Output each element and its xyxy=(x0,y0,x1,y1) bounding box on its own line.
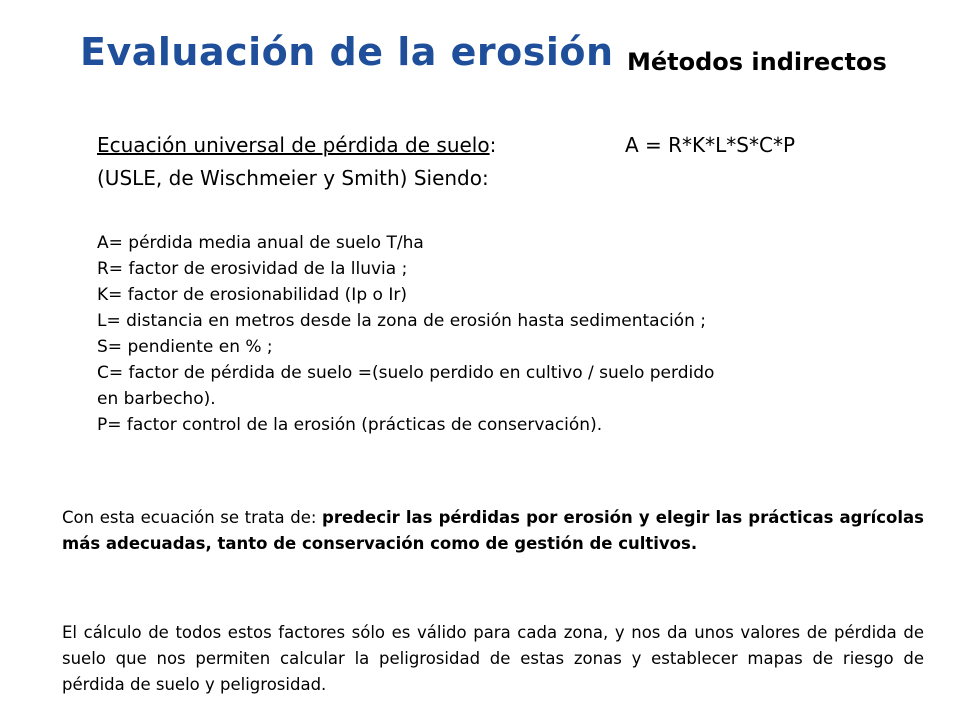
definition-s: S= pendiente en % ; xyxy=(97,337,273,357)
equation-label-line xyxy=(97,133,496,157)
definition-c: C= factor de pérdida de suelo =(suelo perdido en cultivo / suelo perdido xyxy=(97,363,715,383)
slide-subtitle: Métodos indirectos xyxy=(627,48,887,76)
equation-siendo: Siendo: xyxy=(413,166,489,190)
equation-source: (USLE, de Wischmeier y Smith) xyxy=(97,166,408,190)
definition-c-cont: en barbecho). xyxy=(97,389,216,409)
equation-formula: A = R*K*L*S*C*P xyxy=(625,133,796,157)
purpose-paragraph xyxy=(62,505,924,557)
equation-label: Ecuación universal de pérdida de suelo xyxy=(97,133,490,157)
purpose-bold: predecir las pérdidas por erosión y elegir las prácticas agrícolas más adecuadas, tanto de conservación como de gestión de cultivos. xyxy=(62,508,924,553)
equation-colon: : xyxy=(489,133,497,157)
definition-p: P= factor control de la erosión (prácticas de conservación). xyxy=(97,415,603,435)
definition-l: L= distancia en metros desde la zona de erosión hasta sedimentación ; xyxy=(97,311,706,331)
definition-r: R= factor de erosividad de la lluvia ; xyxy=(97,259,408,279)
definition-k: K= factor de erosionabilidad (Ip o Ir) xyxy=(97,285,407,305)
slide-title: Evaluación de la erosión xyxy=(80,30,614,74)
purpose-intro: Con esta ecuación se trata de: xyxy=(62,508,323,527)
definition-a: A= pérdida media anual de suelo T/ha xyxy=(97,233,424,253)
calculation-paragraph: El cálculo de todos estos factores sólo es válido para cada zona, y nos da unos valores de pérdida de suelo que nos permiten calcular la peligrosidad de estas zonas y establecer mapas de riesgo de pérdida de suelo y peligrosidad. xyxy=(62,623,924,694)
definitions-list xyxy=(97,230,714,438)
equation-source-line xyxy=(97,166,489,190)
